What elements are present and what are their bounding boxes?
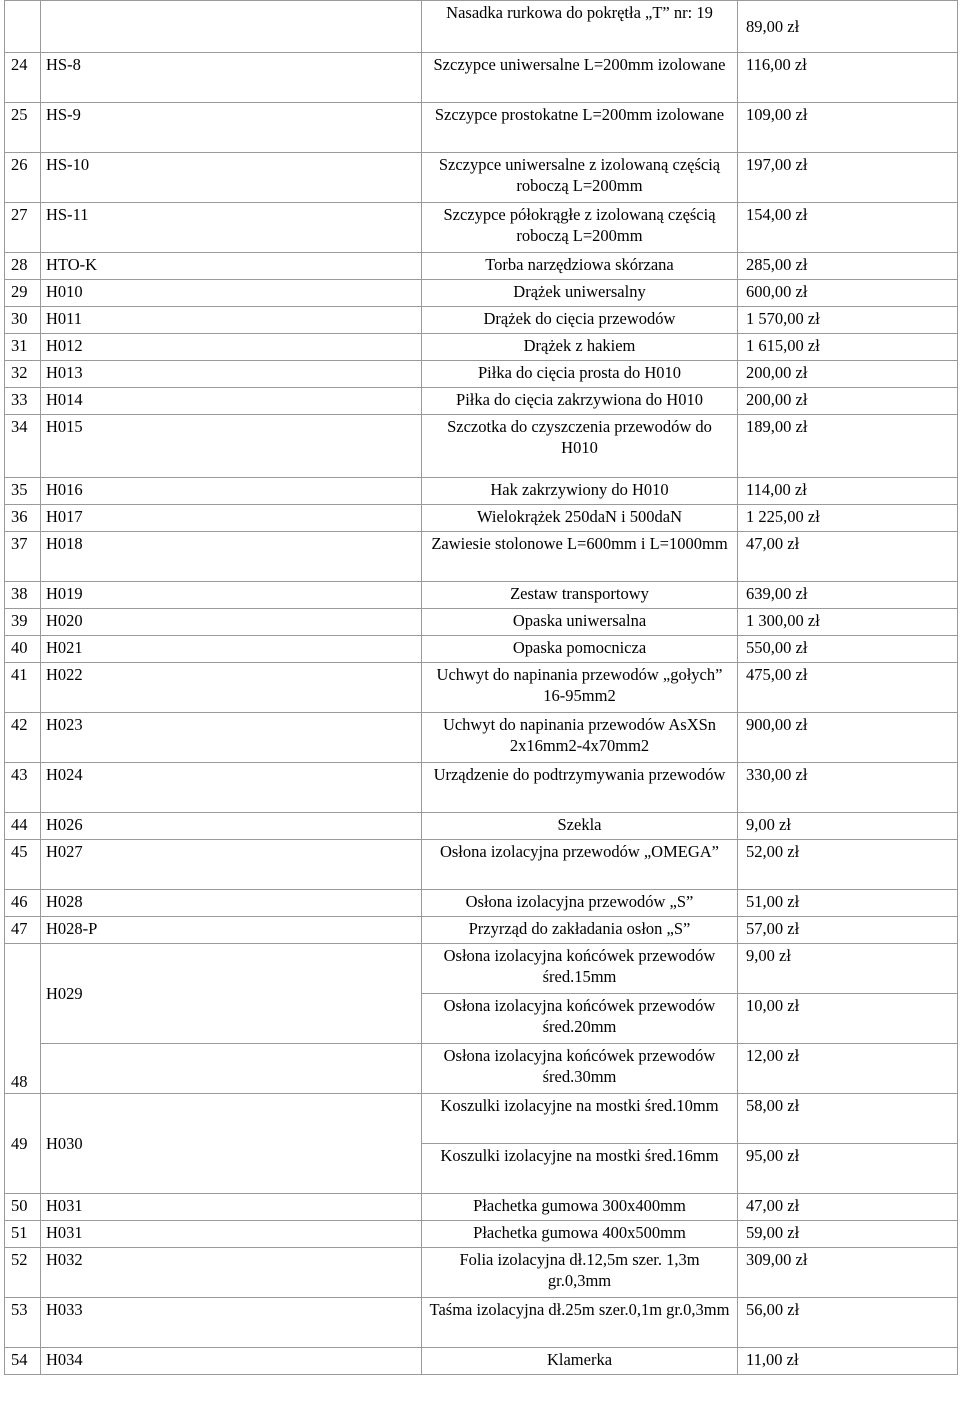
product-price: 114,00 zł <box>738 478 958 505</box>
table-row <box>5 1194 958 1221</box>
product-name: Szczypce uniwersalne L=200mm izolowane <box>422 53 738 103</box>
product-name: Osłona izolacyjna końcówek przewodów śred.30mm <box>422 1044 738 1094</box>
product-code: H023 <box>41 713 422 763</box>
row-number: 43 <box>5 763 41 813</box>
product-price: 95,00 zł <box>738 1144 958 1194</box>
table-row <box>5 415 958 478</box>
product-name: Osłona izolacyjna przewodów „OMEGA” <box>422 840 738 890</box>
product-code: H028 <box>41 890 422 917</box>
row-number: 41 <box>5 663 41 713</box>
table-row <box>5 813 958 840</box>
product-price: 330,00 zł <box>738 763 958 813</box>
product-name: Zawiesie stolonowe L=600mm i L=1000mm <box>422 532 738 582</box>
product-price: 550,00 zł <box>738 636 958 663</box>
product-name: Folia izolacyjna dł.12,5m szer. 1,3m gr.0,3mm <box>422 1248 738 1298</box>
table-row <box>5 944 958 994</box>
product-name: Szekla <box>422 813 738 840</box>
table-row <box>5 1348 958 1375</box>
table-row <box>5 713 958 763</box>
product-name: Piłka do cięcia prosta do H010 <box>422 361 738 388</box>
table-row <box>5 505 958 532</box>
row-number: 31 <box>5 334 41 361</box>
row-number: 48 <box>5 944 41 1094</box>
product-name: Płachetka gumowa 300x400mm <box>422 1194 738 1221</box>
product-price: 475,00 zł <box>738 663 958 713</box>
product-code: H022 <box>41 663 422 713</box>
product-price: 309,00 zł <box>738 1248 958 1298</box>
row-number: 27 <box>5 203 41 253</box>
table-row <box>5 153 958 203</box>
table-row <box>5 334 958 361</box>
row-number: 32 <box>5 361 41 388</box>
product-code: H026 <box>41 813 422 840</box>
row-number: 50 <box>5 1194 41 1221</box>
product-name: Zestaw transportowy <box>422 582 738 609</box>
empty-cell <box>41 1044 422 1094</box>
product-code: H019 <box>41 582 422 609</box>
table-row <box>5 388 958 415</box>
product-price: 189,00 zł <box>738 415 958 478</box>
product-name: Koszulki izolacyjne na mostki śred.16mm <box>422 1144 738 1194</box>
row-number: 28 <box>5 253 41 280</box>
product-code: H018 <box>41 532 422 582</box>
product-price: 57,00 zł <box>738 917 958 944</box>
product-code: H020 <box>41 609 422 636</box>
product-price: 51,00 zł <box>738 890 958 917</box>
product-name: Szczotka do czyszczenia przewodów do H010 <box>422 415 738 478</box>
product-price: 154,00 zł <box>738 203 958 253</box>
product-price: 59,00 zł <box>738 1221 958 1248</box>
row-number: 46 <box>5 890 41 917</box>
row-number: 47 <box>5 917 41 944</box>
product-name: Opaska pomocnicza <box>422 636 738 663</box>
row-number: 52 <box>5 1248 41 1298</box>
product-code: H014 <box>41 388 422 415</box>
table-row <box>5 917 958 944</box>
product-price: 1 615,00 zł <box>738 334 958 361</box>
product-code: H033 <box>41 1298 422 1348</box>
row-number: 44 <box>5 813 41 840</box>
product-code: H017 <box>41 505 422 532</box>
product-code: H011 <box>41 307 422 334</box>
row-number <box>5 1 41 53</box>
table-row <box>5 890 958 917</box>
product-name: Uchwyt do napinania przewodów „gołych” 16-95mm2 <box>422 663 738 713</box>
row-number: 37 <box>5 532 41 582</box>
product-name: Płachetka gumowa 400x500mm <box>422 1221 738 1248</box>
product-name: Torba narzędziowa skórzana <box>422 253 738 280</box>
table-row <box>5 361 958 388</box>
product-code: H027 <box>41 840 422 890</box>
product-name: Osłona izolacyjna końcówek przewodów śred.15mm <box>422 944 738 994</box>
product-name: Szczypce uniwersalne z izolowaną częścią roboczą L=200mm <box>422 153 738 203</box>
product-name: Drążek do cięcia przewodów <box>422 307 738 334</box>
product-price: 1 225,00 zł <box>738 505 958 532</box>
product-price: 9,00 zł <box>738 944 958 994</box>
row-number: 24 <box>5 53 41 103</box>
row-number: 30 <box>5 307 41 334</box>
row-number: 42 <box>5 713 41 763</box>
product-code: HS-11 <box>41 203 422 253</box>
product-code: H024 <box>41 763 422 813</box>
product-code: H028-P <box>41 917 422 944</box>
product-name: Koszulki izolacyjne na mostki śred.10mm <box>422 1094 738 1144</box>
table-row <box>5 1 958 53</box>
row-number: 33 <box>5 388 41 415</box>
product-code: H030 <box>41 1094 422 1194</box>
product-code: HS-8 <box>41 53 422 103</box>
product-price: 9,00 zł <box>738 813 958 840</box>
product-price: 197,00 zł <box>738 153 958 203</box>
product-name: Szczypce półokrągłe z izolowaną częścią roboczą L=200mm <box>422 203 738 253</box>
product-price: 1 570,00 zł <box>738 307 958 334</box>
row-number: 26 <box>5 153 41 203</box>
product-name: Klamerka <box>422 1348 738 1375</box>
row-number: 40 <box>5 636 41 663</box>
product-price: 639,00 zł <box>738 582 958 609</box>
product-price: 109,00 zł <box>738 103 958 153</box>
table-row <box>5 636 958 663</box>
product-price: 56,00 zł <box>738 1298 958 1348</box>
row-number: 38 <box>5 582 41 609</box>
table-row <box>5 203 958 253</box>
table-row <box>5 663 958 713</box>
product-price: 12,00 zł <box>738 1044 958 1094</box>
product-name: Osłona izolacyjna końcówek przewodów śred.20mm <box>422 994 738 1044</box>
product-name: Wielokrążek 250daN i 500daN <box>422 505 738 532</box>
product-code: H031 <box>41 1221 422 1248</box>
product-name: Piłka do cięcia zakrzywiona do H010 <box>422 388 738 415</box>
table-row <box>5 307 958 334</box>
product-code: H016 <box>41 478 422 505</box>
table-row <box>5 582 958 609</box>
product-name: Hak zakrzywiony do H010 <box>422 478 738 505</box>
row-number: 29 <box>5 280 41 307</box>
row-number: 39 <box>5 609 41 636</box>
row-number: 36 <box>5 505 41 532</box>
product-name: Przyrząd do zakładania osłon „S” <box>422 917 738 944</box>
product-code: H010 <box>41 280 422 307</box>
product-price: 47,00 zł <box>738 1194 958 1221</box>
product-name: Taśma izolacyjna dł.25m szer.0,1m gr.0,3mm <box>422 1298 738 1348</box>
product-name: Urządzenie do podtrzymywania przewodów <box>422 763 738 813</box>
table-row <box>5 1248 958 1298</box>
product-name: Szczypce prostokatne L=200mm izolowane <box>422 103 738 153</box>
product-code: H032 <box>41 1248 422 1298</box>
row-number: 51 <box>5 1221 41 1248</box>
product-price: 600,00 zł <box>738 280 958 307</box>
price-list-table <box>4 0 958 1375</box>
table-row <box>5 1044 958 1094</box>
table-row <box>5 53 958 103</box>
product-price: 52,00 zł <box>738 840 958 890</box>
row-number: 53 <box>5 1298 41 1348</box>
row-number: 25 <box>5 103 41 153</box>
product-price: 200,00 zł <box>738 388 958 415</box>
row-number: 34 <box>5 415 41 478</box>
row-number: 54 <box>5 1348 41 1375</box>
product-price: 11,00 zł <box>738 1348 958 1375</box>
table-row <box>5 103 958 153</box>
product-price: 900,00 zł <box>738 713 958 763</box>
product-price: 58,00 zł <box>738 1094 958 1144</box>
product-name: Opaska uniwersalna <box>422 609 738 636</box>
product-code: H031 <box>41 1194 422 1221</box>
product-code: H012 <box>41 334 422 361</box>
product-price: 200,00 zł <box>738 361 958 388</box>
product-code: HTO-K <box>41 253 422 280</box>
table-row <box>5 280 958 307</box>
product-name: Drążek uniwersalny <box>422 280 738 307</box>
table-row <box>5 532 958 582</box>
product-code: H029 <box>41 944 422 1044</box>
table-row <box>5 1298 958 1348</box>
row-number: 49 <box>5 1094 41 1194</box>
product-name: Drążek z hakiem <box>422 334 738 361</box>
table-row <box>5 1221 958 1248</box>
product-code <box>41 1 422 53</box>
product-code: H021 <box>41 636 422 663</box>
product-name: Osłona izolacyjna przewodów „S” <box>422 890 738 917</box>
product-price: 89,00 zł <box>738 1 958 53</box>
product-price: 1 300,00 zł <box>738 609 958 636</box>
price-list-body <box>5 1 958 1375</box>
table-row <box>5 253 958 280</box>
product-price: 116,00 zł <box>738 53 958 103</box>
table-row <box>5 763 958 813</box>
row-number: 35 <box>5 478 41 505</box>
product-code: H013 <box>41 361 422 388</box>
product-code: HS-9 <box>41 103 422 153</box>
product-name: Uchwyt do napinania przewodów AsXSn 2x16mm2-4x70mm2 <box>422 713 738 763</box>
product-code: H034 <box>41 1348 422 1375</box>
table-row <box>5 840 958 890</box>
product-price: 285,00 zł <box>738 253 958 280</box>
table-row <box>5 1094 958 1144</box>
product-price: 47,00 zł <box>738 532 958 582</box>
product-code: H015 <box>41 415 422 478</box>
row-number: 45 <box>5 840 41 890</box>
product-price: 10,00 zł <box>738 994 958 1044</box>
table-row <box>5 609 958 636</box>
table-row <box>5 478 958 505</box>
product-name: Nasadka rurkowa do pokrętła „T” nr: 19 <box>422 1 738 53</box>
product-code: HS-10 <box>41 153 422 203</box>
